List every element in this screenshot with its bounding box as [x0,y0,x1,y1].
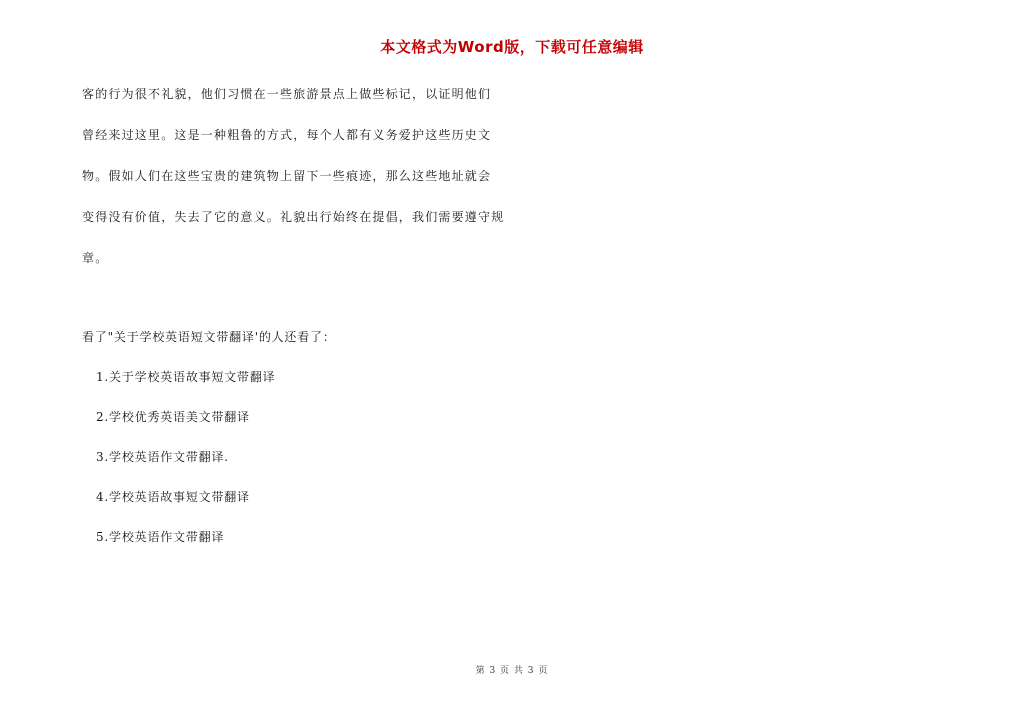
related-articles-heading: 看了"关于学校英语短文带翻译'的人还看了： [82,330,336,344]
related-article-link[interactable]: 1.关于学校英语故事短文带翻译 [96,370,276,384]
word-format-banner: 本文格式为Word版，下载可任意编辑 [380,38,644,56]
body-text [82,84,512,289]
related-article-link[interactable]: 4.学校英语故事短文带翻译 [96,490,250,504]
related-article-link[interactable]: 5.学校英语作文带翻译 [96,530,225,544]
body-line: 变得没有价值，失去了它的意义。礼貌出行始终在提倡，我们需要遵守规 [82,210,505,224]
related-articles-list [96,367,275,567]
body-line: 曾经来过这里。这是一种粗鲁的方式，每个人都有义务爱护这些历史文 [82,128,492,142]
related-article-link[interactable]: 2.学校优秀英语美文带翻译 [96,410,250,424]
body-line: 物。假如人们在这些宝贵的建筑物上留下一些痕迹，那么这些地址就会 [82,169,492,183]
related-article-link[interactable]: 3.学校英语作文带翻译. [96,450,229,464]
body-line: 客的行为很不礼貌，他们习惯在一些旅游景点上做些标记，以证明他们 [82,87,492,101]
body-line: 章。 [82,251,109,265]
page-number: 第 3 页 共 3 页 [475,666,549,676]
